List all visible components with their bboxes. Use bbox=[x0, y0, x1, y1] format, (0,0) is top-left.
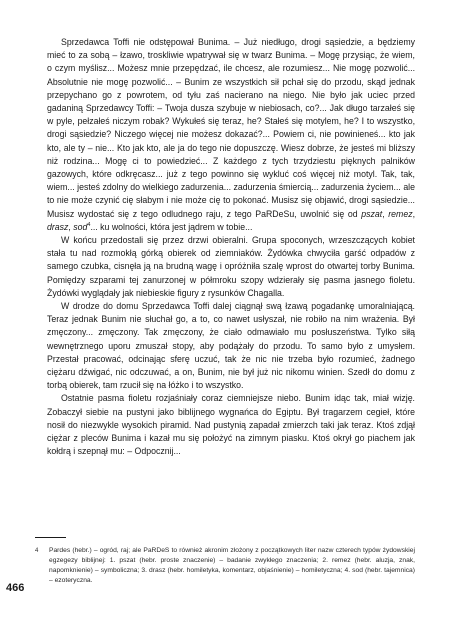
paragraph-1-text: Sprzedawca Toffi nie odstępował Bunima. – Już niedługo, drogi sąsiedzie, a będziemy mieć to za sobą – łzawo, troskliwie wpatrywał się w twarz Bunima. – Mogę przysiąc, że wiem, o czym myślisz... Możesz mnie przepędzać, ile chcesz, ale rozumiesz... Nie mogę pozwolić... Absolutnie nie mogę pozwolić... – Bunim ze wszystkich sił pchał się do przodu, skąd jednak przepychano go z powrotem, od tyłu zaś nacierano na niego. Nie było jak uciec przed gadaniną Sprzedawcy Toffi: – Twoja dusza szybuje w niebiosach, co?... Jak długo tarzałeś się w pyle, pełzałeś niczym robak? Wykułeś się teraz, he? Stałeś się motylem, he? I to wszystko, drogi sąsiedzie? Niczego więcej nie możesz dokazać?... Powiem ci, nie powinieneś... kto jak kto, ale ty – nie... Kto jak kto, ale ja do tego nie dopuszczę. Wiesz dobrze, że jesteś mi bliższy niż rodzina... Mogę ci to powiedzieć... Z każdego z tych trzydziestu pięknych palników gazowych, które odkręcasz... już z tego powinno się wykluć coś więcej niż motyl. Tak, tak, wiem... jesteś zdolny do wielkiego zadurzenia... zadurzenia śmiercią... zadurzenia życiem... ale to nie może czynić cię słabym i nie może cię to pokonać. Musisz się objawić, drogi sąsiedzie... Musisz wydostać się z tego odludnego raju, z tego PaRDeSu, uwolnić się od bbox=[47, 37, 415, 219]
term-pszat: pszat bbox=[361, 208, 383, 219]
paragraph-1-tail: ... ku wolności, która jest jądrem w tobie... bbox=[90, 221, 253, 232]
paragraph-2: W końcu przedostali się przez drzwi obieralni. Grupa spoconych, wrzeszczących kobiet stała tu nad rozmokłą górką obierek od ziemniaków. Żydówka chwyciła garść odpadów z samego czubka, cisnęła ją na brudną wagę i opróżniła szalę wprost do otwartej torby Bunima. Pomiędzy szparami tej zanurzonej w półmroku szopy wdzierały się pasma jasnego fioletu. Żydówki wyglądały jak niebieskie figury z rysunków Chagalla. bbox=[47, 235, 415, 298]
paragraph-3: W drodze do domu Sprzedawca Toffi dalej ciągnął swą łzawą pogadankę umoralniającą. Teraz jednak Bunim nie słuchał go, a to, co nawet usłyszał, nie robiło na nim wrażenia. Był zmęczony... zmęczony. Tak zmęczony, że ciało odmawiało mu posłuszeństwa. Tylko siłą wewnętrznego uporu zmuszał stopy, aby podążały do przodu. To samo było z umysłem. Przestał pracować, odcinając sferę uczuć, tak że nic nie trzeba było rozumieć, żadnego ciężaru dźwigać, nic odczuwać, a on, Bunim, nie był już nic nikomu winien. Szedł do domu z torbą obierek, tam rzucił się na łóżko i to wszystko. bbox=[47, 301, 415, 391]
footnote bbox=[35, 546, 415, 586]
term-remez: remez bbox=[388, 208, 413, 219]
main-text bbox=[47, 36, 415, 459]
footnote-number: 4 bbox=[35, 548, 39, 554]
footnote-text: Pardes (hebr.) – ogród, raj; ale PaRDeS to również akronim złożony z początkowych liter nazw czterech typów żydowskiej egzegezy biblijnej: 1. pszat (hebr. proste znaczenie) – badanie zwykłego znaczenia; 2. remez (hebr. aluzja, znak, napomknienie) – symboliczna; 3. drasz (hebr. homiletyka, komentarz, objaśnienie) – homiletyczna; 4. sod (hebr. tajemnica) – ezoteryczna. bbox=[49, 547, 415, 585]
footnote-divider bbox=[35, 537, 66, 538]
paragraph-4: Ostatnie pasma fioletu rozjaśniały coraz ciemniejsze niebo. Bunim idąc tak, miał wizję. Zobaczył siebie na pustyni jako biblijnego wygnańca do Egiptu. Był tragarzem cegieł, które nosił do niezwykle wysokich piramid. Nad pustynią zapadał zmierzch taki jak teraz. Ktoś zdjął ciężar z pleców Bunima i kazał mu się położyć na zimnym piasku. Ktoś okrył go piachem jak kołdrą i szepnął mu: – Odpocznij... bbox=[47, 393, 415, 457]
paragraph-1: Sprzedawca Toffi nie odstępował Bunima. – Już niedługo, drogi sąsiedzie, a będziemy mieć to za sobą – łzawo, troskliwie wpatrywał się w twarz Bunima. – Mogę przysiąc, że wiem, o czym myślisz... Możesz mnie przepędzać, ile chcesz, ale rozumiesz... Nie mogę pozwolić... Absolutnie nie mogę pozwolić... – Bunim ze wszystkich sił pchał się do przodu, skąd jednak przepychano go z powrotem, od tyłu zaś nacierano na niego. Nie było jak uciec przed gadaniną Sprzedawcy Toffi: – Twoja dusza szybuje w niebiosach, co?... Jak długo tarzałeś się w pyle, pełzałeś niczym robak? Wykułeś się teraz, he? Stałeś się motylem, he? I to wszystko, drogi sąsiedzie? Niczego więcej nie możesz dokazać?... Powiem ci, nie powinieneś... kto jak kto, ale ty – nie... Kto jak kto, ale ja do tego nie dopuszczę. Wiesz dobrze, że jesteś mi bliższy niż rodzina... Mogę ci to powiedzieć... Z każdego z tych trzydziestu pięknych palników gazowych, które odkręcasz... już z tego powinno się wykluć coś więcej niż motyl. Tak, tak, wiem... jesteś zdolny do wielkiego zadurzenia... zadurzenia śmiercią... zadurzenia życiem... ale to nie może czynić cię słabym i nie może cię to pokonać. Musisz się objawić, drogi sąsiedzie... Musisz wydostać się z tego odludnego raju, z tego PaRDeSu, uwolnić się od pszat, remez, drasz, sod$^4$... ku wolności, która jest jądrem w tobie... bbox=[47, 37, 416, 232]
page-number: 466 bbox=[6, 582, 25, 594]
term-drasz: drasz bbox=[47, 221, 69, 232]
term-sod: sod bbox=[73, 221, 88, 232]
footnote-reference[interactable]: 4 bbox=[87, 221, 91, 228]
